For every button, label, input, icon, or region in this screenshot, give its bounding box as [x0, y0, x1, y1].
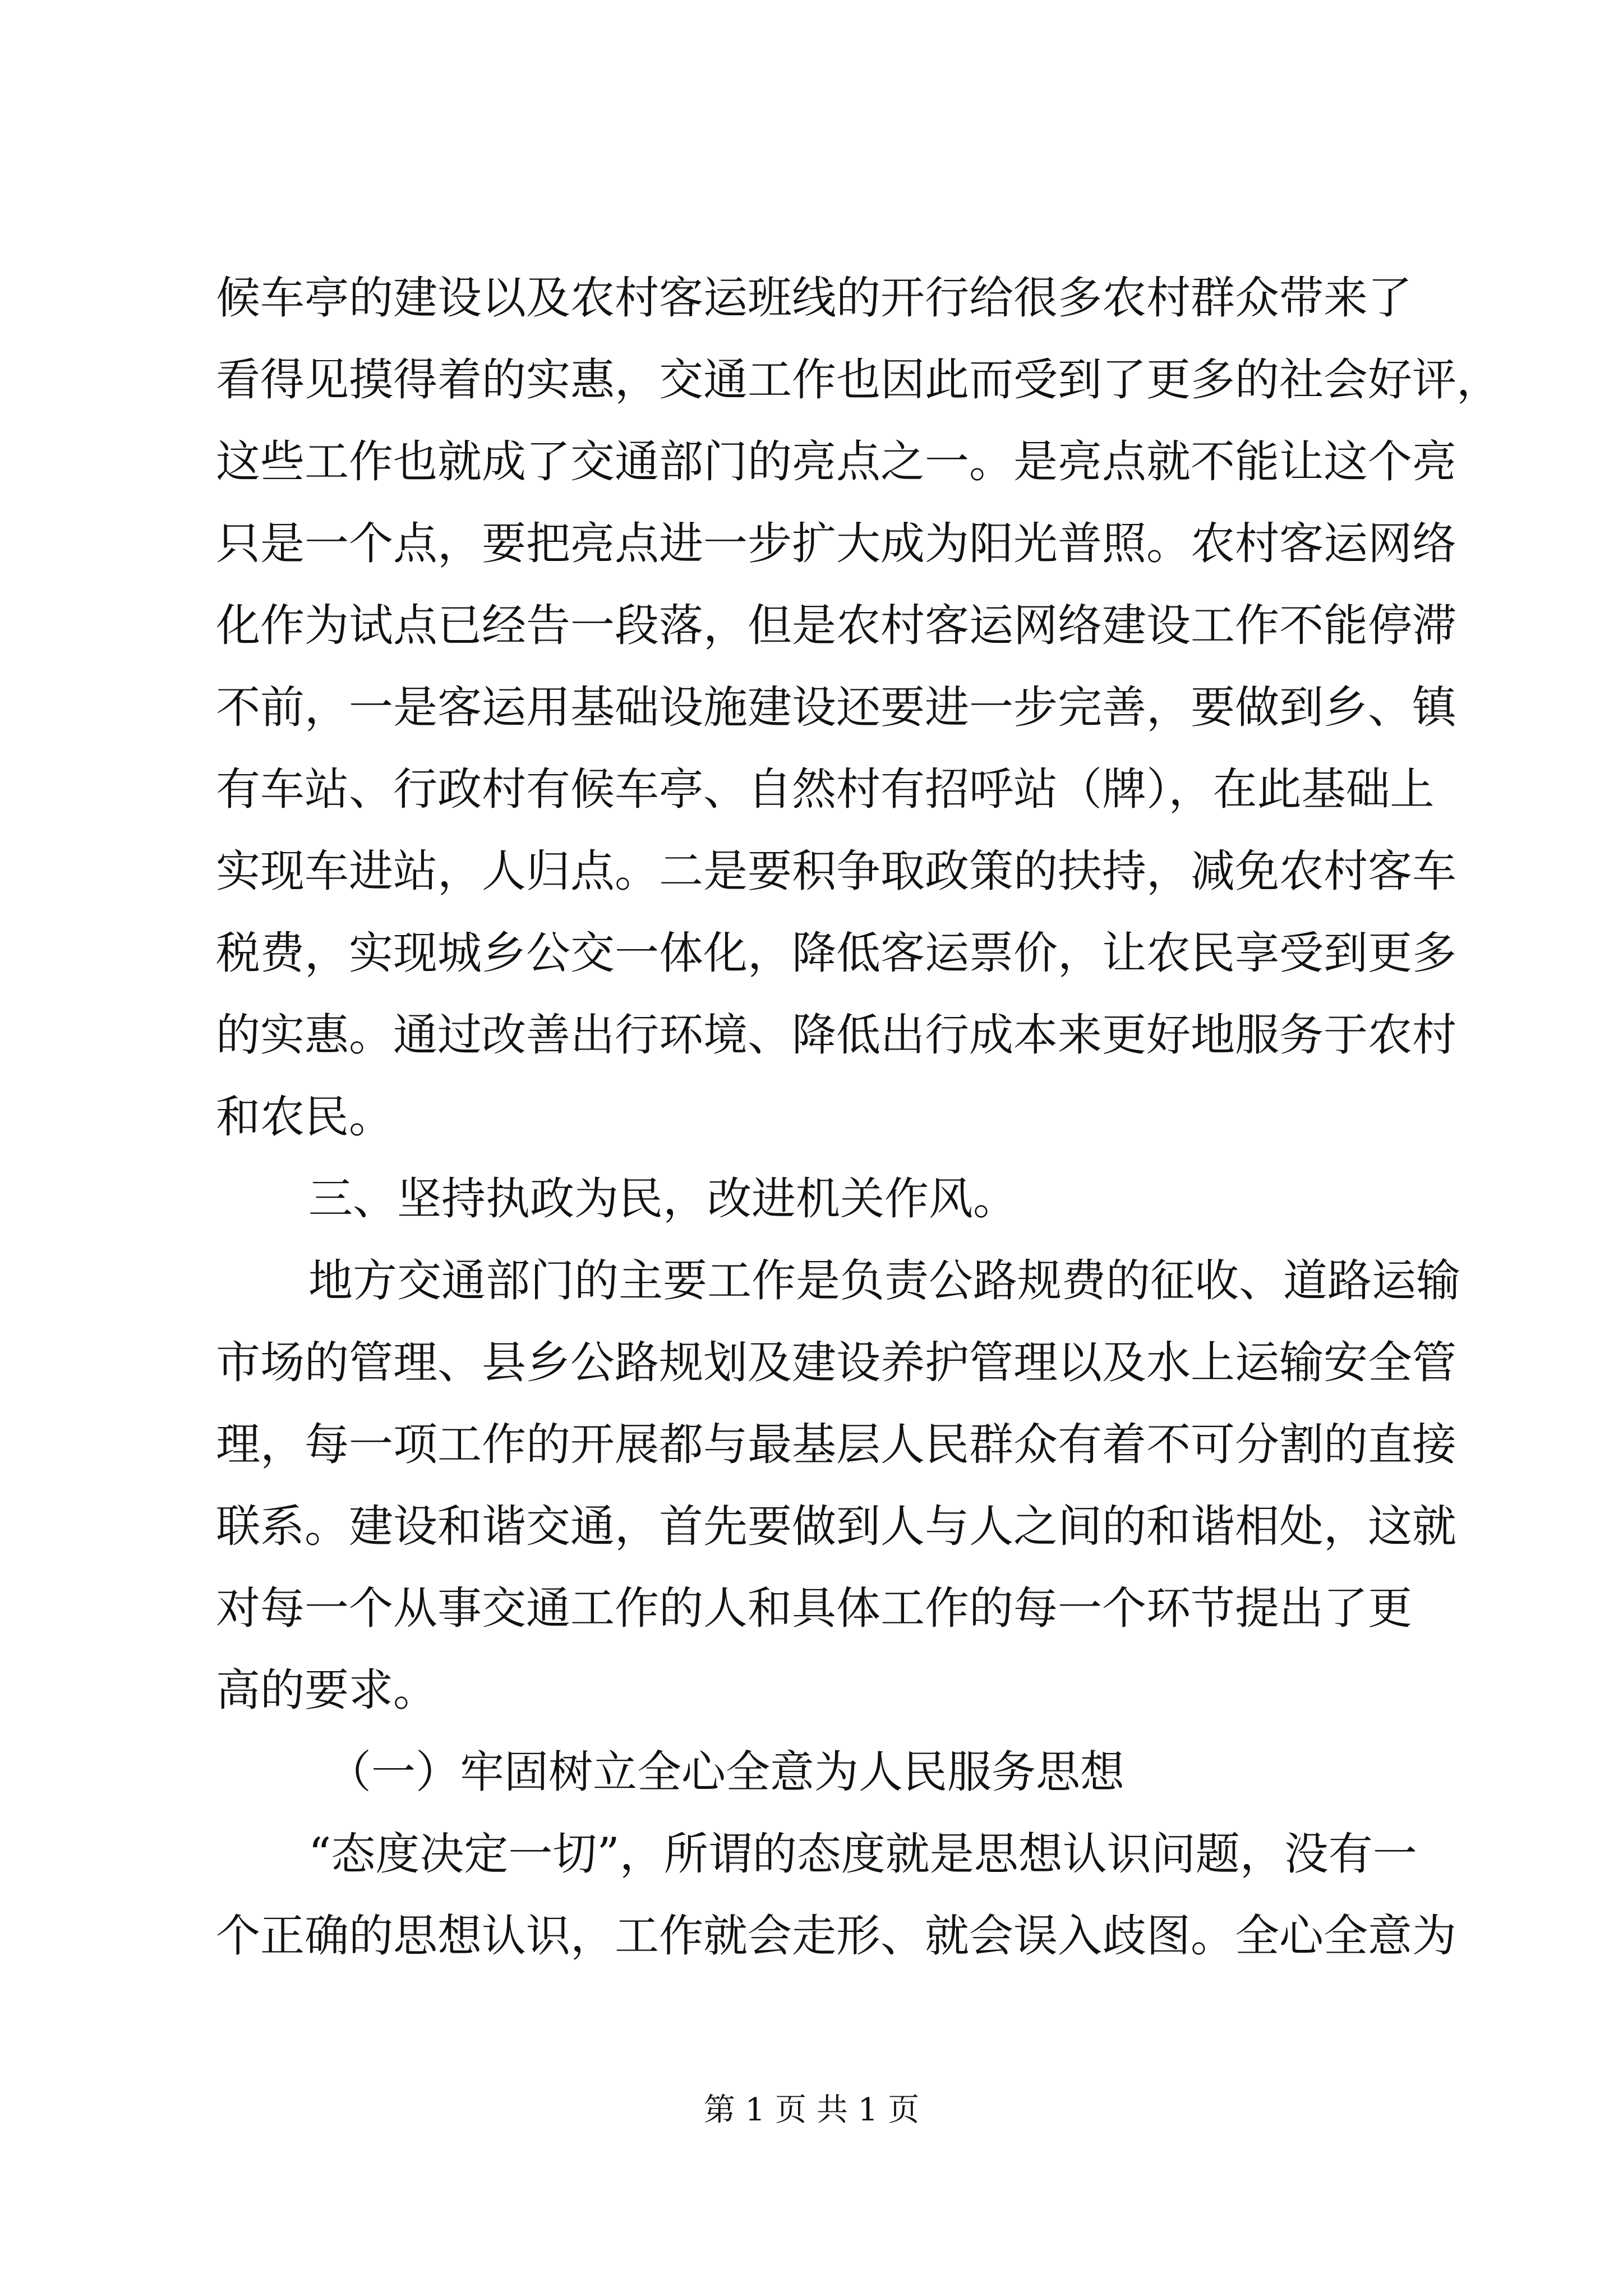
text-line: 有车站、行政村有候车亭、自然村有招呼站（牌），在此基础上 [216, 763, 1435, 815]
document-body [216, 257, 1501, 1977]
text-line: 只是一个点，要把亮点进一步扩大成为阳光普照。农村客运网络 [216, 518, 1456, 569]
text-line: 市场的管理、县乡公路规划及建设养护管理以及水上运输安全管 [216, 1337, 1456, 1388]
text-line: 候车亭的建设以及农村客运班线的开行给很多农村群众带来了 [216, 272, 1412, 324]
paragraph-first-line: 地方交通部门的主要工作是负责公路规费的征收、道路运输 [308, 1255, 1460, 1306]
page-footer: 第 1 页 共 1 页 [703, 2092, 920, 2128]
text-line: 对每一个从事交通工作的人和具体工作的每一个环节提出了更 [216, 1582, 1412, 1634]
text-line: 这些工作也就成了交通部门的亮点之一。是亮点就不能让这个亮 [216, 436, 1456, 487]
paragraph-first-line: “态度决定一切”，所谓的态度就是思想认识问题，没有一 [308, 1828, 1417, 1880]
text-line: 税费，实现城乡公交一体化，降低客运票价，让农民享受到更多 [216, 927, 1456, 979]
text-line: 高的要求。 [216, 1664, 437, 1716]
text-line: 个正确的思想认识，工作就会走形、就会误入歧图。全心全意为 [216, 1910, 1456, 1962]
section-heading: 三、坚持执政为民，改进机关作风。 [308, 1173, 1017, 1225]
text-line: 和农民。 [216, 1091, 393, 1143]
text-line: 不前，一是客运用基础设施建设还要进一步完善，要做到乡、镇 [216, 682, 1456, 733]
text-line: 联系。建设和谐交通，首先要做到人与人之间的和谐相处，这就 [216, 1501, 1456, 1552]
text-line: 化作为试点已经告一段落，但是农村客运网络建设工作不能停滞 [216, 600, 1456, 651]
text-line: 实现车进站，人归点。二是要积争取政策的扶持，减免农村客车 [216, 845, 1456, 897]
text-line: 看得见摸得着的实惠，交通工作也因此而受到了更多的社会好评， [216, 354, 1501, 406]
text-line: 理，每一项工作的开展都与最基层人民群众有着不可分割的直接 [216, 1419, 1456, 1470]
text-line: 的实惠。通过改善出行环境、降低出行成本来更好地服务于农村 [216, 1009, 1456, 1061]
subsection-heading: （一）牢固树立全心全意为人民服务思想 [327, 1746, 1124, 1798]
